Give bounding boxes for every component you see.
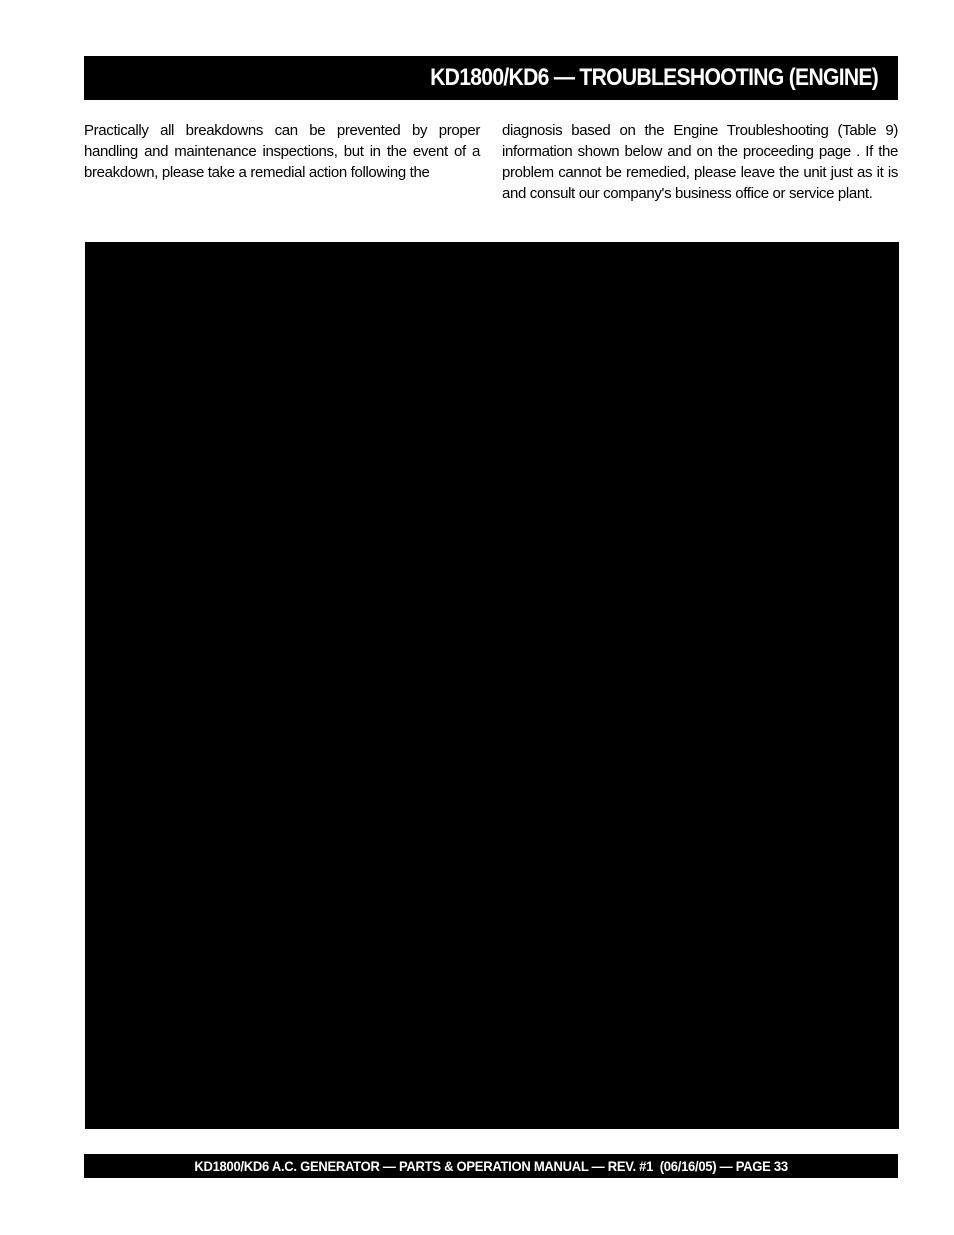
intro-paragraph-left: Practically all breakdowns can be prevented by proper handling and maintenance inspections, but in the event of a breakdown, please take a remedial action following the — [84, 122, 480, 181]
intro-paragraph-right: diagnosis based on the Engine Troubleshooting (Table 9) information shown below and on the proceeding page . If the problem cannot be remedied, please leave the unit just as it is and consult our company's business office or service plant. — [502, 122, 898, 202]
page-footer-bar — [84, 1154, 898, 1178]
page-footer-text: KD1800/KD6 A.C. GENERATOR — PARTS & OPERATION MANUAL — REV. #1 (06/16/05) — PAGE 33 — [194, 1158, 788, 1174]
troubleshooting-table-area — [85, 242, 899, 1129]
page-title: KD1800/KD6 — TROUBLESHOOTING (ENGINE) — [429, 64, 878, 91]
page-header-bar — [84, 56, 898, 100]
